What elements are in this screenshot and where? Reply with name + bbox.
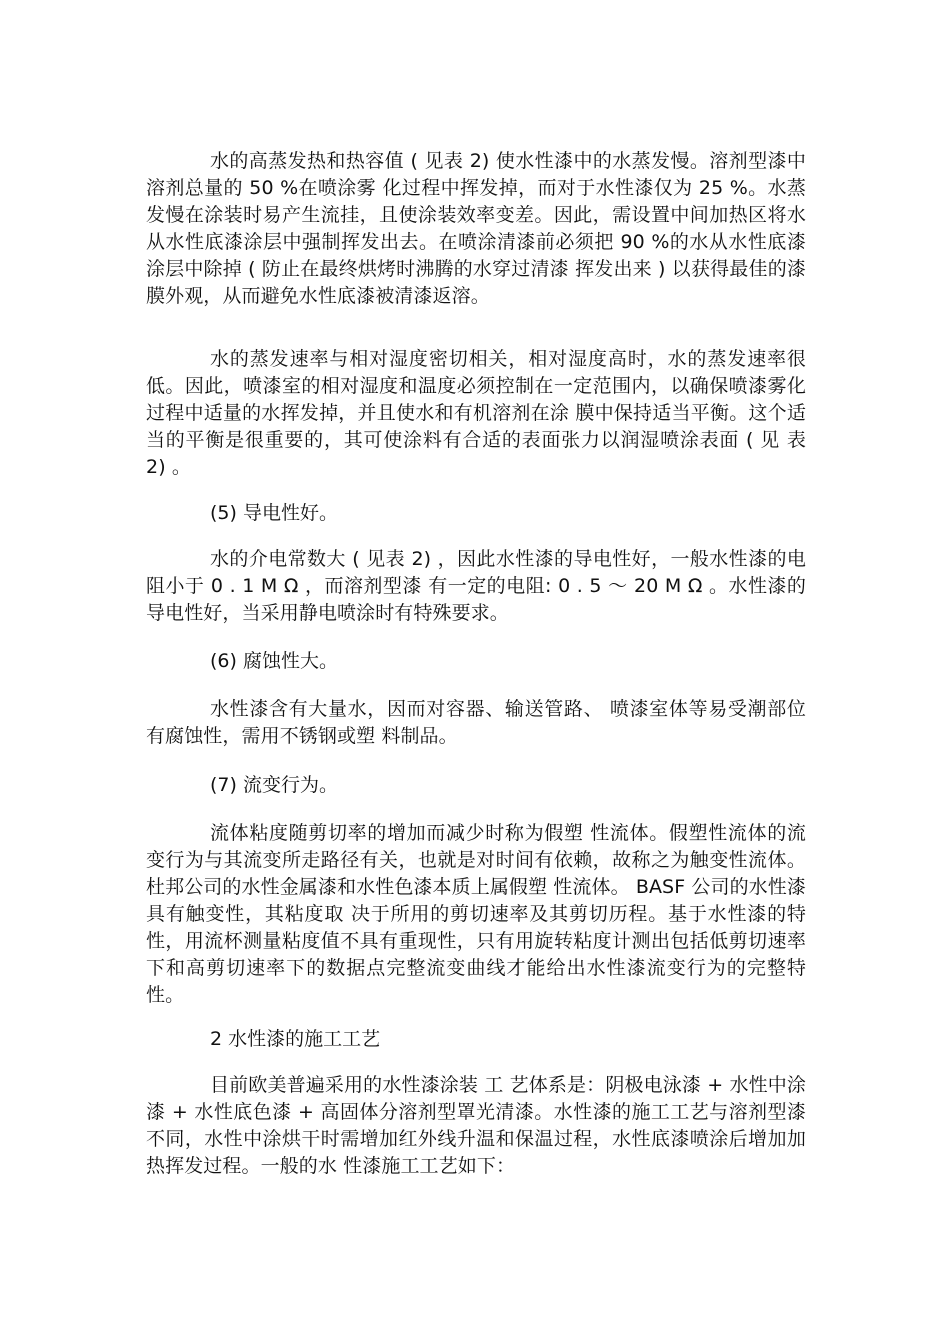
heading-rheology: (7) 流变行为。	[210, 774, 338, 796]
paragraph-application-process: 目前欧美普遍采用的水性漆涂装 工 艺体系是：阴极电泳漆 + 水性中涂漆 + 水性底色漆 + 高固体分溶剂型罩光清漆。水性漆的施工工艺与溶剂型漆不同，水性中涂烘干时需增加红外线升温和保温过程，水性底漆喷涂后增加加热挥发过程。一般的水 性漆施工工艺如下：	[146, 1074, 806, 1177]
paragraph-evaporation-heat: 水的高蒸发热和热容值 ( 见表 2) 使水性漆中的水蒸发慢。溶剂型漆中溶剂总量的 50 %在喷涂雾 化过程中挥发掉，而对于水性漆仅为 25 %。水蒸发慢在涂装时易产生流挂，且使涂装效率变差。因此，需设置中间加热区将水从水性底漆涂层中强制挥发出去。在喷涂清漆前必须把 90 %的水从水性底漆 涂层中除掉 ( 防止在最终烘烤时沸腾的水穿过清漆 挥发出来 ) 以获得最佳的漆膜外观，从而避免水性底漆被清漆返溶。	[146, 150, 806, 307]
heading-conductivity: (5) 导电性好。	[210, 502, 338, 524]
paragraph-rheology: 流体粘度随剪切率的增加而减少时称为假塑 性流体。假塑性流体的流变行为与其流变所走路径有关，也就是对时间有依赖，故称之为触变性流体。 杜邦公司的水性金属漆和水性色漆本质上属假塑 性流体。 BASF 公司的水性漆具有触变性，其粘度取 决于所用的剪切速率及其剪切历程。基于水性漆的特性，用流杯测量粘度值不具有重现性，只有用旋转粘度计测出包括低剪切速率下和高剪切速率下的数据点完整流变曲线才能给出水性漆流变行为的完整特性。	[146, 822, 806, 1006]
heading-application-process: 2 水性漆的施工工艺	[210, 1028, 381, 1050]
paragraph-humidity: 水的蒸发速率与相对湿度密切相关，相对湿度高时，水的蒸发速率很低。因此，喷漆室的相对湿度和温度必须控制在一定范围内，以确保喷漆雾化过程中适量的水挥发掉，并且使水和有机溶剂在涂 膜中保持适当平衡。这个适当的平衡是很重要的，其可使涂料有合适的表面张力以润湿喷涂表面 ( 见 表 2) 。	[146, 348, 806, 478]
heading-corrosion: (6) 腐蚀性大。	[210, 650, 338, 672]
paragraph-corrosion: 水性漆含有大量水，因而对容器、输送管路、 喷漆室体等易受潮部位有腐蚀性，需用不锈钢或塑 料制品。	[146, 698, 806, 747]
paragraph-conductivity: 水的介电常数大 ( 见表 2) ，因此水性漆的导电性好，一般水性漆的电阻小于 0 . 1 M Ω ，而溶剂型漆 有一定的电阻: 0 . 5 ～ 20 M Ω 。水性漆的导电性好，当采用静电喷涂时有特殊要求。	[146, 548, 806, 624]
